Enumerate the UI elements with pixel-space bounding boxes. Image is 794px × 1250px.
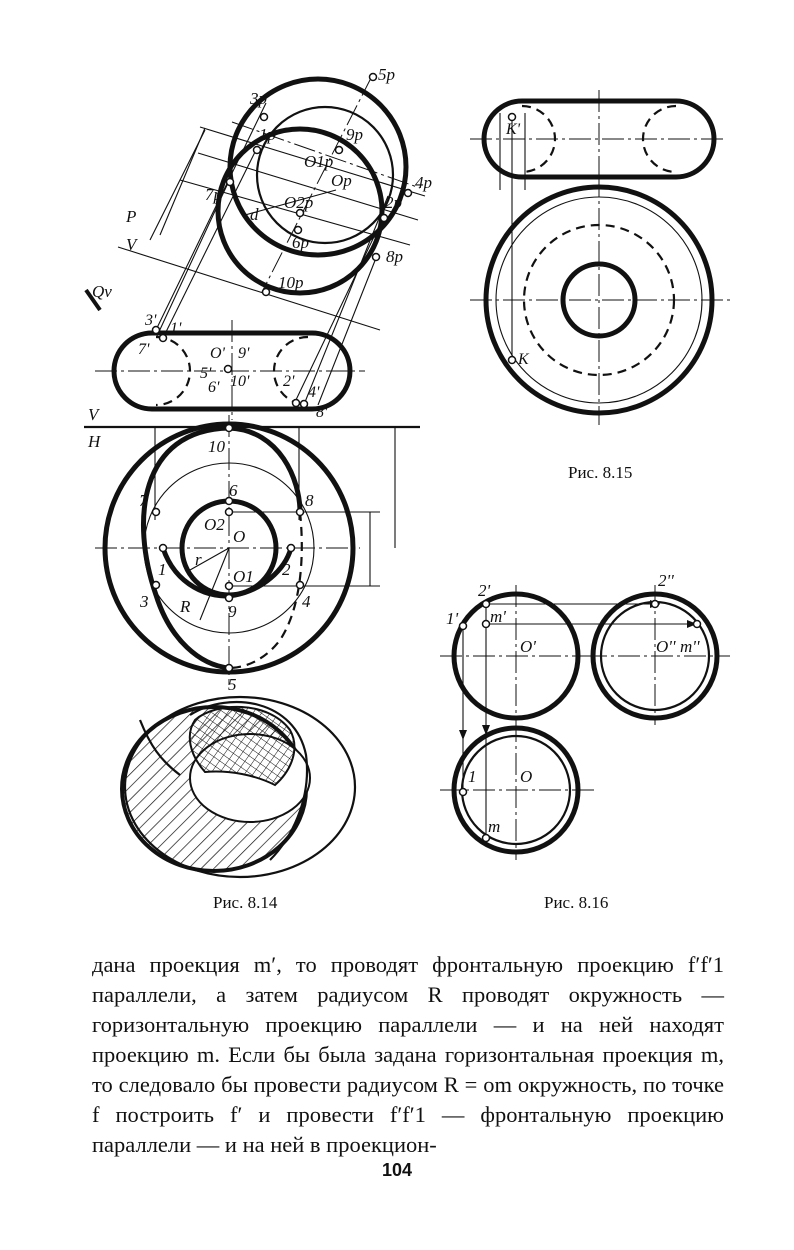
label-V-upper: V (126, 235, 137, 254)
horizontal-projection (95, 415, 395, 685)
label-O-double-prime: O'' (656, 637, 676, 656)
label-7: 7 (139, 491, 148, 510)
label-O1: O1 (233, 567, 254, 586)
label-8-prime: 8' (316, 404, 328, 421)
label-O-prime: O' (520, 637, 536, 656)
label-2: 2 (282, 560, 291, 579)
label-k-prime: K' (506, 121, 521, 138)
label-9: 9 (228, 602, 237, 621)
label-H: H (88, 432, 101, 451)
label-k: K (518, 351, 529, 368)
label-O: O (520, 767, 533, 786)
label-4: 4 (302, 592, 311, 611)
label-O: O (233, 527, 246, 546)
label-m: m (488, 817, 501, 836)
page-number: 104 (381, 1160, 413, 1180)
label-3: 3 (140, 592, 149, 611)
label-2-prime: 2' (478, 581, 491, 600)
label-r: r (195, 550, 202, 569)
fig-8-16-labels (446, 571, 700, 836)
label-O2: O2 (204, 515, 225, 534)
caption-8-15: Рис. 8.15 (568, 463, 633, 482)
figure-8-14 (84, 65, 432, 912)
label-m-prime: m' (490, 607, 506, 626)
label-1: 1 (158, 560, 167, 579)
label-7-prime: 7' (138, 341, 150, 358)
label-9p: 9p (346, 125, 363, 144)
label-O-prime: O' (210, 345, 225, 362)
label-2p: 2p (385, 193, 402, 212)
label-8: 8 (305, 491, 314, 510)
label-R: R (180, 597, 191, 616)
label-P: P (126, 207, 137, 226)
label-4-prime: 4' (308, 384, 320, 401)
label-Op: Op (331, 171, 352, 190)
label-3-prime: 3' (145, 312, 157, 329)
label-10: 10 (208, 437, 225, 456)
label-10p: 10p (278, 273, 304, 292)
caption-8-14: Рис. 8.14 (213, 893, 278, 912)
figure-8-16 (440, 571, 730, 912)
label-5p: 5p (378, 65, 395, 84)
label-4p: 4p (415, 173, 432, 192)
label-2-double-prime: 2'' (658, 571, 674, 590)
label-2-prime: 2' (283, 373, 295, 390)
label-9-prime: 9' (238, 345, 250, 362)
label-1-prime: 1' (446, 609, 459, 628)
auxiliary-projection (86, 74, 425, 406)
figure-8-15 (470, 90, 730, 482)
label-6: 6 (229, 481, 238, 500)
label-6-prime: 6' (208, 379, 220, 396)
label-O1p: O1p (304, 152, 334, 171)
label-5-prime: 5' (200, 365, 212, 382)
label-m-double-prime: m'' (680, 637, 700, 656)
label-8p: 8p (386, 247, 403, 266)
label-V: V (88, 405, 99, 424)
label-10-prime: 10' (230, 373, 250, 390)
label-1: 1 (468, 767, 477, 786)
label-7p: 7p (205, 185, 222, 204)
body-text: дана проекция m′, то проводят фронтальную проекцию f′f′1 параллели, а затем радиусом R проводят окружность — горизонтальную проекцию параллели — и на ней находят проекцию m. Если бы была задана горизонтальная проекция m, то следовало бы провести радиусом R = om окружность, по точке f построить f′ и провести f′f′1 — фронтальную проекцию параллели — и на ней в проекцион- (92, 952, 724, 1157)
label-5: 5 (228, 675, 237, 694)
label-Qv: Qv (92, 282, 112, 301)
label-6p: 6p (292, 233, 309, 252)
label-O2p: O2p (284, 193, 314, 212)
label-3p: 3p (250, 89, 267, 108)
label-d: d (250, 205, 259, 224)
caption-8-16: Рис. 8.16 (544, 893, 609, 912)
pictorial-view (122, 697, 355, 877)
label-1-prime: 1' (170, 320, 182, 337)
label-1p: 1p (259, 125, 276, 144)
